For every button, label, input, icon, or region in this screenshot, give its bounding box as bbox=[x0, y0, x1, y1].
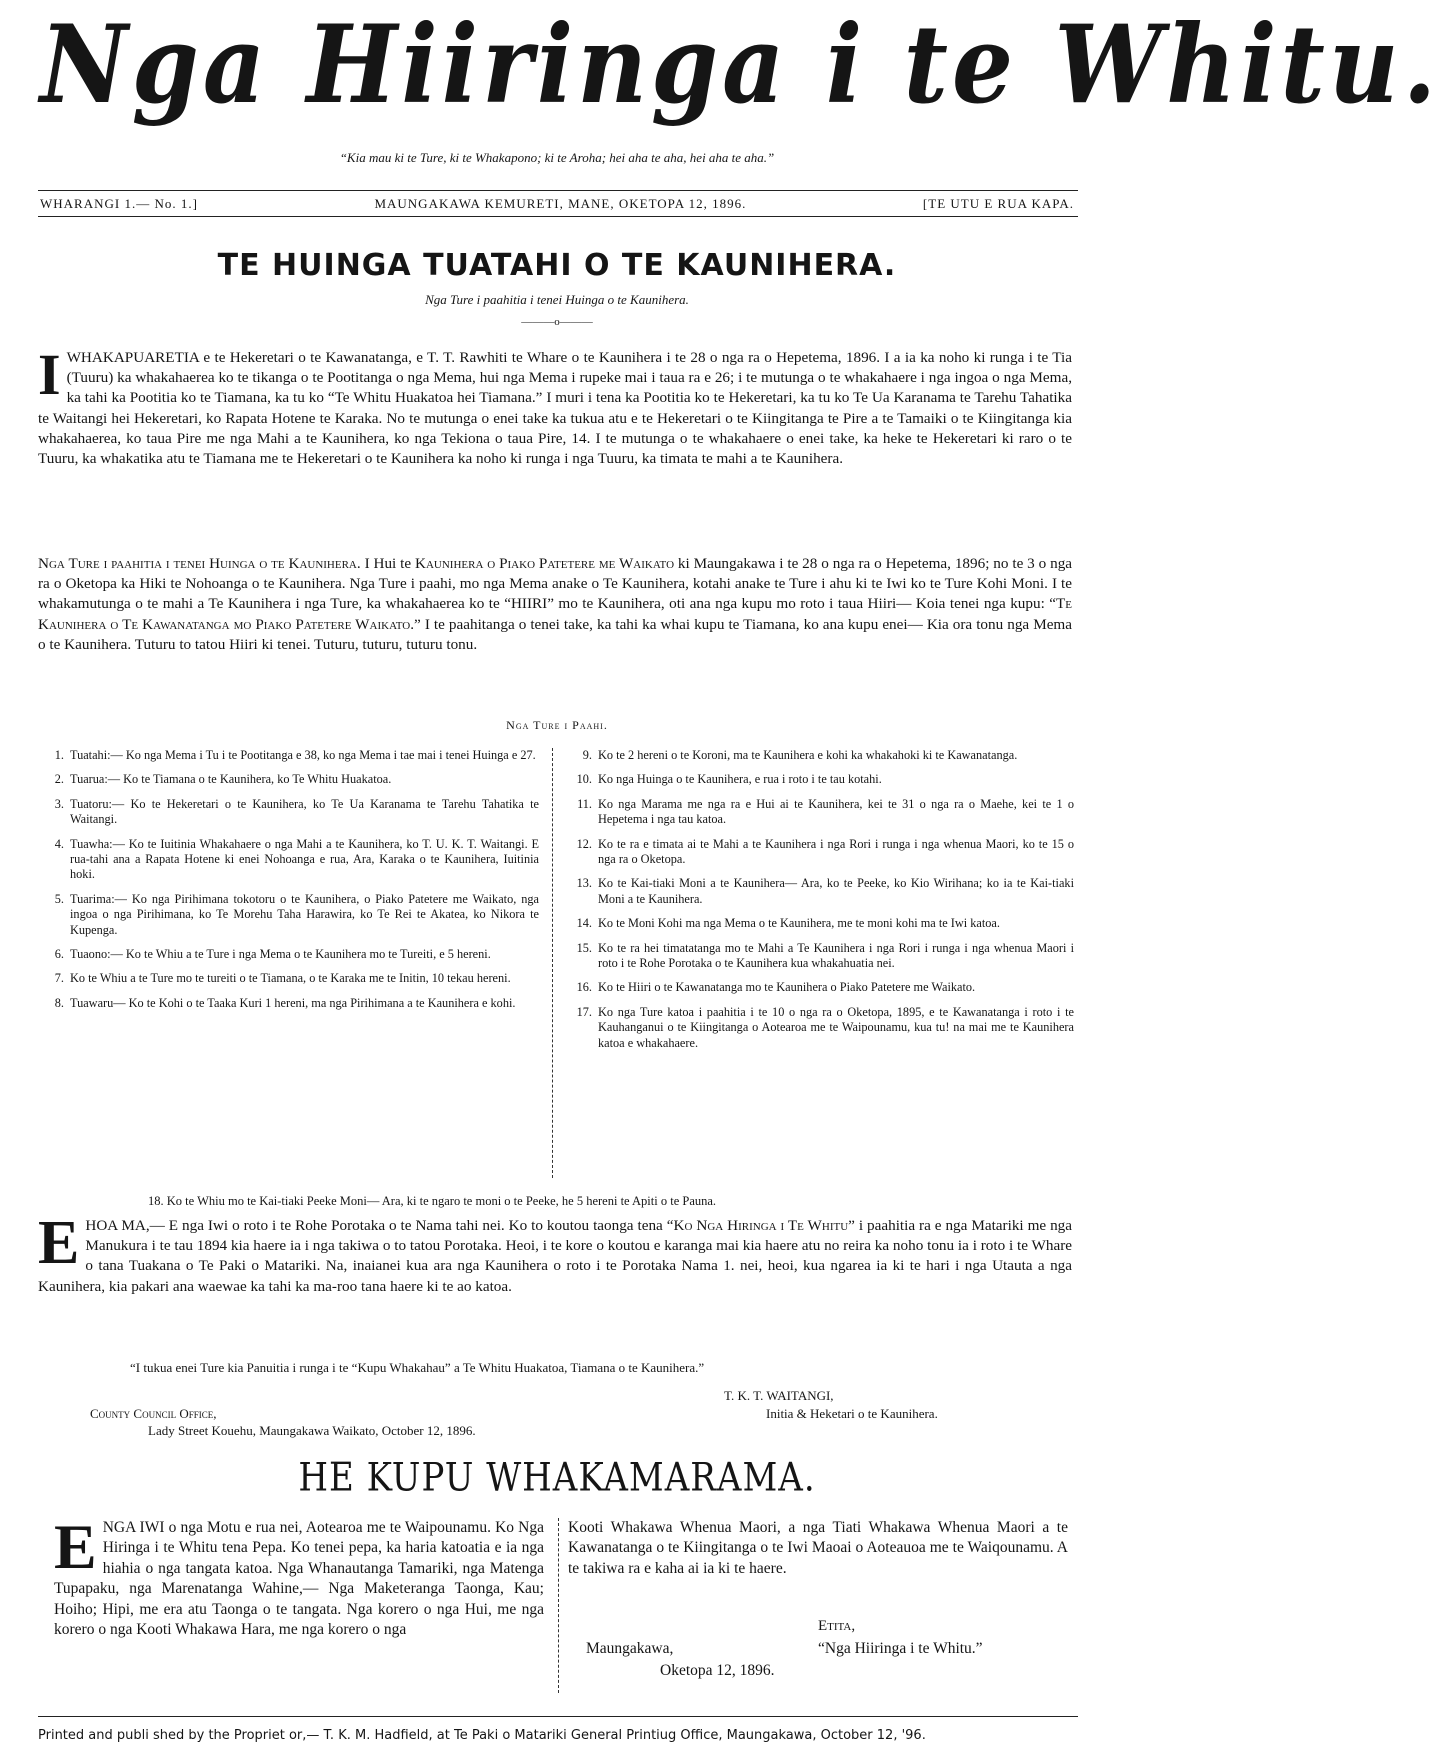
law-text: Ko te Moni Kohi ma nga Mema o te Kaunihera, me te moni kohi ma te Iwi katoa. bbox=[598, 916, 1000, 931]
printer-imprint: Printed and publi shed by the Propriet or,— T. K. M. Hadfield, at Te Paki o Matariki General Printiug Office, Maungakawa, October 12, '96. bbox=[38, 1728, 926, 1743]
office-address: Lady Street Kouehu, Maungakawa Waikato, October 12, 1896. bbox=[148, 1423, 476, 1438]
kupu-divider bbox=[558, 1518, 559, 1693]
dateline bbox=[40, 196, 1074, 212]
law-text: Ko nga Marama me nga ra e Hui ai te Kaunihera, kei te 31 o nga ra o Maehe, kei te 1 o Hepetema i nga tau katoa. bbox=[598, 796, 1074, 827]
opening-text: WHAKAPUARETIA e te Hekeretari o te Kawanatanga, e T. T. Rawhiti te Whare o te Kaunihera i te 28 o nga ra o Hepetema, 1896. I a ia ka noho ki runga i te Tia (Tuuru) ka whakahaerea ko te tikanga o te Pootitanga o nga Mema, hui nga Mema i rupeke mai i taua ra e 26; i te mutunga o te whakahaere i nga ingoa o nga Mema, ka tahi ka Pootitia ko te Tiamana, ka tu ko “Te Whitu Huakatoa hei Tiamana.” I muri i tena ka Pootitia ko te Hekeretari, ka tu ko Te Ua Karanama te Tarehu Tahatika te Waitangi hei Hekeretari, ko Rapata Hotene te Karaka. No te mutunga o enei take ka tukua atu e te Hekeretari o te Kiingitanga te Pire a te Tamaiki o te Kiingitanga kia whakahaerea, ko taua Pire me nga Mahi a te Kaunihera, ko nga Tekiona o taua Pire, 14. I te mutunga o te whakahaere o enei take, ka heke te Hekeretari ki raro o te Tuuru, ka whakatika atu te Tiamana me te Hekeretari o te Kaunihera ka noho ki runga i nga Tuuru, ka timata te mahi a te Kaunihera. bbox=[38, 349, 1072, 468]
law-item bbox=[562, 980, 1074, 995]
law-number: 7. bbox=[54, 971, 64, 986]
law-item bbox=[562, 772, 1074, 787]
law-item bbox=[562, 916, 1074, 931]
law-item bbox=[34, 996, 539, 1011]
law-text: Tuawha:— Ko te Iuitinia Whakahaere o nga Mahi a te Kaunihera, ko T. U. K. T. Waitangi. E rua-tahi ana a Rapata Hotene ki enei Nohoanga e rua, Ara, Karaka o te Kaunihera, Iuitinia hoki. bbox=[70, 836, 539, 882]
dateline-rule bbox=[38, 216, 1078, 217]
laws-list-heading: Nga Ture i Paahi. bbox=[506, 718, 608, 732]
law-number: 15. bbox=[576, 940, 592, 955]
footer-rule bbox=[38, 1716, 1078, 1717]
law-text: Ko te ra hei timatatanga mo te Mahi a Te Kaunihera i nga Rori i runga i nga whenua Maori i roto i te Rohe Porotaka o te Kaunihera kua whakahuatia nei. bbox=[598, 940, 1074, 971]
subhead-council: Nga Ture i paahitia i tenei Huinga o te Kaunihera. bbox=[425, 292, 689, 307]
headline-council: TE HUINGA TUATAHI O TE KAUNIHERA. bbox=[217, 248, 897, 283]
law-number: 17. bbox=[576, 1004, 592, 1019]
ornament-divider: ———o——— bbox=[521, 316, 593, 328]
law-text: Tuaono:— Ko te Whiu a te Ture i nga Mema o te Kaunihera mo te Tureiti, e 5 hereni. bbox=[70, 947, 491, 962]
law-item bbox=[562, 797, 1074, 828]
publish-quote: “I tukua enei Ture kia Panuitia i runga i te “Kupu Whakahau” a Te Whitu Huakatoa, Tiamana o te Kaunihera.” bbox=[130, 1360, 705, 1375]
laws-left-column bbox=[34, 748, 539, 1020]
law-item bbox=[34, 971, 539, 986]
law-item bbox=[562, 1005, 1074, 1051]
drop-cap-e: E bbox=[38, 1209, 80, 1277]
law-text: Ko te 2 hereni o te Koroni, ma te Kaunihera e kohi ka whakahoki ki te Kawanatanga. bbox=[598, 748, 1018, 762]
law-item bbox=[34, 837, 539, 883]
law-number: 9. bbox=[582, 748, 592, 762]
law-item bbox=[34, 748, 539, 763]
law-item bbox=[562, 876, 1074, 907]
law-item bbox=[34, 892, 539, 938]
law-number: 8. bbox=[54, 995, 64, 1010]
law-item bbox=[34, 772, 539, 787]
law-item bbox=[34, 797, 539, 828]
law-text: Ko te Whiu a te Ture mo te tureiti o te Tiamana, o te Karaka me te Initin, 10 tekau hereni. bbox=[70, 971, 511, 986]
editor-date: Oketopa 12, 1896. bbox=[660, 1662, 775, 1679]
laws-paragraph: Nga Ture i paahitia i tenei Huinga o te Kaunihera. I Hui te Kaunihera o Piako Patetere me Waikato ki Maungakawa i te 28 o nga ra o Hepetema, 1896; no te 3 o nga ra o Oketopa ka Hiki te Nohoanga o te Kaunihera. Nga Ture i paahi, mo nga Mema anake o Te Kaunihera, kotahi anake te Ture i ahu ki te Iwi ko te Ture Kohi Moni. I te whakamutunga o te mahi a Te Kaunihera i nga Ture, ka whakahaerea ko te “HIIRI” mo te Kaunihera, oti ana nga kupu mo roto i taua Hiiri— Koia tenei nga kupu: “Te Kaunihera o Te Kawanatanga mo Piako Patetere Waikato.” I te paahitanga o tenei take, ka tahi ka whai kupu te Tiamana, ko ana kupu enei— Kia ora tonu nga Mema o te Kaunihera. Tuturu to tatou Hiiri ki tenei. Tuturu, tuturu, tuturu tonu. bbox=[38, 555, 1073, 653]
law-number: 12. bbox=[576, 836, 592, 851]
editor-label: Etita, bbox=[818, 1618, 856, 1634]
kupu-right-column: Kooti Whakawa Whenua Maori, a nga Tiati Whakawa Whenua Maori a te Kawanatanga o te Kiingitanga o te Iwi Maoai o Aoteauoa me te Waiqounamu. A te takiwa ra e kaha ai ia ki te haere. bbox=[568, 1519, 1068, 1577]
law-18: 18. Ko te Whiu mo te Kai-tiaki Peeke Moni— Ara, ki te ngaro te moni o te Peeke, he 5 hereni te Apiti o te Pauna. bbox=[148, 1194, 717, 1208]
law-text: Ko nga Ture katoa i paahitia i te 10 o nga ra o Oketopa, 1895, e te Kawanatanga i roto i te Kauhanganui o te Kiingitanga o Aotearoa me te Waipounamu, kua tu! na mai me te Kaunihera katoa e whakahaere. bbox=[598, 1004, 1074, 1050]
kupu-left-column: ENGA IWI o nga Motu e rua nei, Aotearoa me te Waipounamu. Ko Nga Hiringa i te Whitu tena Pepa. Ko tenei pepa, ka haria katoatia e ia nga hiahia o nga tangata katoa. Nga Whanautanga Tamariki, nga Matenga Tupapaku, nga Marenatanga Wahine,— Nga Maketeranga Taonga, Kau; Hoiho; Hipi, me era atu Taonga o te tangata. Nga korero o nga Hui, me nga korero o nga Kooti Whakawa Hara, me nga korero o nga bbox=[54, 1511, 544, 1639]
law-text: Tuawaru— Ko te Kohi o te Taaka Kuri 1 hereni, ma nga Pirihimana a te Kaunihera e kohi. bbox=[70, 995, 516, 1010]
law-number: 6. bbox=[54, 947, 64, 962]
top-rule bbox=[38, 190, 1078, 191]
law-item bbox=[34, 947, 539, 962]
law-text: Tuatahi:— Ko nga Mema i Tu i te Pootitanga e 38, ko nga Mema i tae mai i tenei Huinga e 27. bbox=[70, 748, 536, 762]
law-text: Ko te Hiiri o te Kawanatanga mo te Kaunihera o Piako Patetere me Waikato. bbox=[598, 980, 976, 995]
masthead-title: Nga Hiiringa i te Whitu. bbox=[40, 1, 1440, 128]
law-number: 4. bbox=[54, 836, 64, 851]
law-text: Tuatoru:— Ko te Hekeretari o te Kaunihera, ko Te Ua Karanama te Tarehu Tahatika te Waitangi. bbox=[70, 796, 539, 827]
law-number: 3. bbox=[54, 796, 64, 811]
law-number: 5. bbox=[54, 891, 64, 906]
law-text: Tuarua:— Ko te Tiamana o te Kaunihera, ko Te Whitu Huakatoa. bbox=[70, 772, 392, 787]
masthead-motto: “Kia mau ki te Ture, ki te Whakapono; ki te Aroha; hei aha te aha, hei aha te aha.” bbox=[339, 150, 775, 165]
ehoa-paragraph: EHOA MA,— E nga Iwi o roto i te Rohe Porotaka o te Nama tahi nei. Ko to koutou taonga tena “Ko Nga Hiringa i Te Whitu” i paahitia ra e nga Matariki me nga Manukura i te tau 1894 kia haere ia i nga takiwa o to tatou Porotaka. Heoi, i te kore o koutou e karanga mai kia haere atu no reira ka noho tonu ia i roto i te Whare o tana Tuakana o Te Paki o Matariki. Na, inaianei kua ara nga Kaunihera o roto i te Porotaka Nama 1. nei, heoi, kua ngarea ia ki te hari i nga Utauta a nga Kaunihera, kia pakari ana waewae ka tahi ka ma-roo tana haere ki te ao katoa. bbox=[38, 1209, 1073, 1295]
law-text: Ko te ra e timata ai te Mahi a te Kaunihera i nga Rori i runga i nga whenua Maori, ko te 15 o nga ra o Oketopa. bbox=[598, 836, 1074, 867]
headline-kupu: HE KUPU WHAKAMARAMA. bbox=[298, 1455, 816, 1501]
signature-name: T. K. T. WAITANGI, bbox=[724, 1388, 834, 1403]
law-number: 11. bbox=[577, 796, 592, 811]
price: [TE UTU E RUA KAPA. bbox=[922, 196, 1074, 211]
law-text: Ko te Kai-tiaki Moni a te Kaunihera— Ara, ko te Peeke, ko Kio Wirihana; ko ia te Kai-tiaki Moni a te Kaunihera. bbox=[598, 876, 1074, 906]
drop-cap-e2: E bbox=[54, 1511, 97, 1582]
law-text: Tuarima:— Ko nga Pirihimana tokotoru o te Kaunihera, o Piako Patetere me Waikato, nga ingoa o nga Pirihimana, ko Te Morehu Taha Harawira, ko Te Rei te Akatea, ko Nikora te Kupenga. bbox=[70, 891, 539, 937]
law-item bbox=[562, 837, 1074, 868]
volume-number: WHARANGI 1.— No. 1.] bbox=[40, 196, 198, 211]
law-number: 13. bbox=[576, 876, 592, 891]
law-number: 10. bbox=[576, 772, 592, 787]
law-number: 1. bbox=[54, 748, 64, 762]
law-number: 16. bbox=[576, 980, 592, 995]
opening-paragraph bbox=[38, 342, 1072, 469]
place-date: MAUNGAKAWA KEMURETI, MANE, OKETOPA 12, 1896. bbox=[374, 196, 747, 211]
laws-right-column bbox=[562, 748, 1074, 1060]
editor-paper: “Nga Hiiringa i te Whitu.” bbox=[818, 1640, 983, 1657]
ehoa-lead: HOA MA,— bbox=[85, 1217, 165, 1234]
drop-cap-i: I bbox=[38, 342, 61, 407]
law-item bbox=[562, 941, 1074, 972]
law-item bbox=[562, 748, 1074, 763]
law-text: Ko nga Huinga o te Kaunihera, e rua i roto i te tau kotahi. bbox=[598, 772, 882, 787]
editor-place: Maungakawa, bbox=[586, 1640, 674, 1657]
column-divider bbox=[552, 748, 553, 1178]
law-number: 14. bbox=[576, 916, 592, 931]
office-name: County Council Office, bbox=[90, 1406, 217, 1421]
law-number: 2. bbox=[54, 772, 64, 787]
signature-title: Initia & Heketari o te Kaunihera. bbox=[766, 1406, 938, 1421]
